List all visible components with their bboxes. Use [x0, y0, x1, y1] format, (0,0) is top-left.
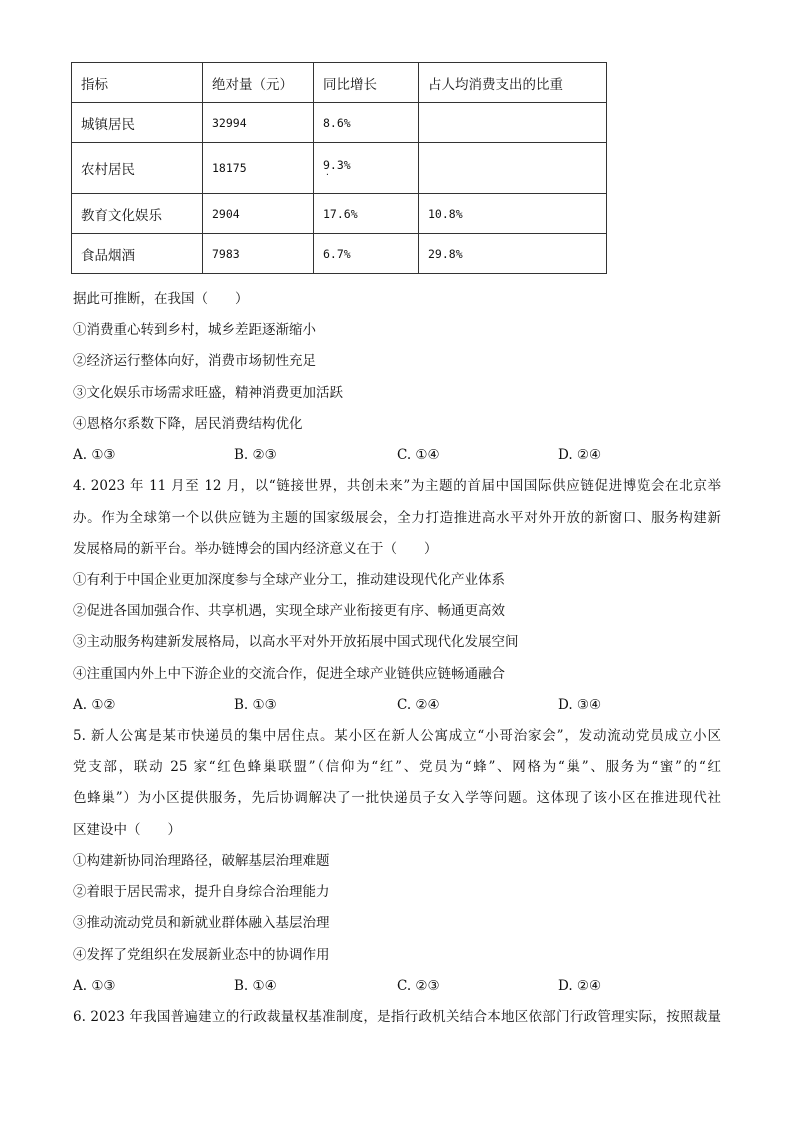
q3-item: ④恩格尔系数下降，居民消费结构优化 [73, 416, 303, 432]
table-cell [314, 143, 419, 194]
table-header-cell: 指标 [72, 63, 203, 103]
q5-stem-line: 色蜂巢”）为小区提供服务，先后协调解决了一批快递员子女入学等问题。这体现了该小区在推进现代社 [73, 790, 721, 806]
table-header-cell: 绝对量（元） [203, 63, 314, 103]
table-cell: 17.6% [314, 194, 419, 234]
table-cell [419, 103, 607, 143]
option-a[interactable]: A. ①③ [73, 447, 116, 463]
table-row [72, 234, 607, 274]
table-cell: 6.7% [314, 234, 419, 274]
table-cell: 教育文化娱乐 [72, 194, 203, 234]
table-cell: 29.8% [419, 234, 607, 274]
table-cell: 7983 [203, 234, 314, 274]
q5-item: ③推动流动党员和新就业群体融入基层治理 [73, 915, 330, 931]
table-cell: 食品烟酒 [72, 234, 203, 274]
q5-stem-line: 党支部，联动 25 家“红色蜂巢联盟”（信仰为“红”、党员为“蜂”、网格为“巢”、服务为“蜜”的“红 [73, 759, 721, 775]
q4-stem-line: 办。作为全球第一个以供应链为主题的国家级展会，全力打造推进高水平对外开放的新窗口、服务构建新 [73, 510, 721, 526]
table-cell-value: 9.3% [323, 158, 351, 172]
q4-item: ②促进各国加强合作、共享机遇，实现全球产业衔接更有序、畅通更高效 [73, 603, 505, 619]
q5-item: ④发挥了党组织在发展新业态中的协调作用 [73, 947, 330, 963]
option-c[interactable]: C. ①④ [397, 447, 440, 463]
stray-dot-mark: · [325, 170, 330, 179]
option-d[interactable]: D. ③④ [558, 697, 602, 713]
option-b[interactable]: B. ②③ [234, 447, 277, 463]
option-d[interactable]: D. ②④ [558, 978, 602, 994]
table-cell [419, 143, 607, 194]
q5-stem-line: 5. 新人公寓是某市快递员的集中居住点。某小区在新人公寓成立“小哥治家会”，发动流动党员成立小区 [73, 728, 721, 744]
table-header-cell: 同比增长 [314, 63, 419, 103]
table-cell: 2904 [203, 194, 314, 234]
table-header-cell: 占人均消费支出的比重 [419, 63, 607, 103]
q4-stem-line: 4. 2023 年 11 月至 12 月，以“链接世界，共创未来”为主题的首届中国国际供应链促进博览会在北京举 [73, 478, 721, 494]
option-c[interactable]: C. ②④ [397, 697, 440, 713]
q5-item: ①构建新协同治理路径，破解基层治理难题 [73, 853, 330, 869]
option-a[interactable]: A. ①③ [73, 978, 116, 994]
q3-stem: 据此可推断，在我国（ ） [73, 291, 249, 307]
option-b[interactable]: B. ①③ [234, 697, 277, 713]
q4-item: ③主动服务构建新发展格局，以高水平对外开放拓展中国式现代化发展空间 [73, 634, 519, 650]
option-a[interactable]: A. ①② [73, 697, 116, 713]
q3-item: ③文化娱乐市场需求旺盛，精神消费更加活跃 [73, 385, 343, 401]
q3-item: ①消费重心转到乡村，城乡差距逐渐缩小 [73, 322, 316, 338]
q4-item: ④注重国内外上中下游企业的交流合作，促进全球产业链供应链畅通融合 [73, 666, 505, 682]
table-row [72, 103, 607, 143]
option-b[interactable]: B. ①④ [234, 978, 277, 994]
q3-item: ②经济运行整体向好，消费市场韧性充足 [73, 353, 316, 369]
q5-stem-line: 区建设中（ ） [73, 822, 181, 838]
q5-item: ②着眼于居民需求，提升自身综合治理能力 [73, 884, 330, 900]
table-cell: 18175 [203, 143, 314, 194]
option-c[interactable]: C. ②③ [397, 978, 440, 994]
table-header-row [72, 63, 607, 103]
table-cell: 8.6% [314, 103, 419, 143]
table-row [72, 194, 607, 234]
table-cell: 农村居民 [72, 143, 203, 194]
table-cell: 32994 [203, 103, 314, 143]
consumption-table [71, 62, 607, 274]
table-row [72, 143, 607, 194]
q6-stem-line: 6. 2023 年我国普遍建立的行政裁量权基准制度，是指行政机关结合本地区依部门行政管理实际，按照裁量 [73, 1009, 721, 1025]
option-d[interactable]: D. ②④ [558, 447, 602, 463]
q4-stem-line: 发展格局的新平台。举办链博会的国内经济意义在于（ ） [73, 541, 438, 557]
table-cell: 城镇居民 [72, 103, 203, 143]
q4-item: ①有利于中国企业更加深度参与全球产业分工，推动建设现代化产业体系 [73, 572, 505, 588]
table-cell: 10.8% [419, 194, 607, 234]
